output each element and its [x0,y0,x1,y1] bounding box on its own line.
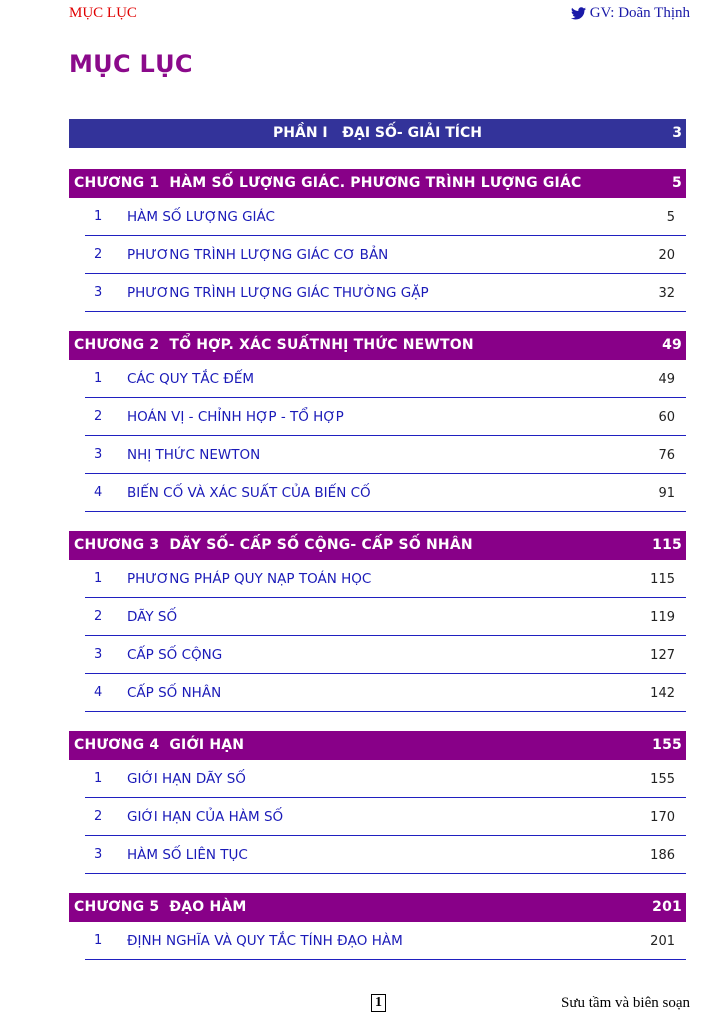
chapter-entry[interactable] [69,169,686,198]
chapter-title: ĐẠO HÀM [169,899,247,915]
running-header-left: MỤC LỤC [69,5,137,21]
part-entry[interactable] [69,119,686,148]
section-number: 1 [94,933,103,948]
section-page: 49 [658,372,675,387]
chapter-number: CHƯƠNG 4 [74,737,160,753]
part-label: PHẦN I ĐẠI SỐ- GIẢI TÍCH [273,125,482,141]
section-title: DÃY SỐ [127,609,178,625]
chapter-label [74,737,244,753]
section-page: 155 [650,772,675,787]
chapter-page: 5 [672,175,682,191]
section-entry[interactable] [85,474,686,512]
section-page: 142 [650,686,675,701]
section-number: 3 [94,447,103,462]
section-entry[interactable] [85,360,686,398]
section-number: 2 [94,409,103,424]
page-title: MỤC LỤC [69,50,193,78]
section-title: CẤP SỐ CỘNG [127,647,223,663]
chapter-label [74,899,247,915]
section-entry[interactable] [85,760,686,798]
section-entry[interactable] [85,798,686,836]
chapter-label [74,537,473,553]
section-number: 1 [94,771,103,786]
chapter-number: CHƯƠNG 2 [74,337,160,353]
section-page: 119 [650,610,675,625]
chapter-page: 49 [662,337,682,353]
section-page: 20 [658,248,675,263]
section-page: 5 [666,210,675,225]
section-entry[interactable] [85,236,686,274]
chapter-page: 201 [652,899,682,915]
chapter-title: HÀM SỐ LƯỢNG GIÁC. PHƯƠNG TRÌNH LƯỢNG GIÁC [169,175,582,191]
section-title: ĐỊNH NGHĨA VÀ QUY TẮC TÍNH ĐẠO HÀM [127,933,403,949]
table-of-contents [69,119,686,960]
section-number: 2 [94,247,103,262]
section-number: 4 [94,485,103,500]
section-number: 1 [94,209,103,224]
section-page: 32 [658,286,675,301]
section-page: 91 [658,486,675,501]
section-page: 170 [650,810,675,825]
chapter-entry[interactable] [69,531,686,560]
section-title: NHỊ THỨC NEWTON [127,447,261,463]
chapter-label [74,175,581,191]
chapter-label [74,337,474,353]
chapter-title: GIỚI HẠN [169,737,245,753]
section-entry[interactable] [85,836,686,874]
chapter-number: CHƯƠNG 3 [74,537,160,553]
chapter-entry[interactable] [69,893,686,922]
chapter-spacer [69,512,686,531]
author-label: GV: Doãn Thịnh [589,5,690,21]
chapter-list [69,169,686,960]
chapter-spacer [69,874,686,893]
chapter-number: CHƯƠNG 1 [74,175,160,191]
running-header-right [571,5,690,22]
footer-page-number: 1 [371,994,386,1012]
section-entry[interactable] [85,274,686,312]
section-entry[interactable] [85,398,686,436]
chapter-page: 155 [652,737,682,753]
chapter-entry[interactable] [69,731,686,760]
chapter-number: CHƯƠNG 5 [74,899,160,915]
section-number: 2 [94,809,103,824]
chapter-title: TỔ HỢP. XÁC SUẤTNHỊ THỨC NEWTON [169,337,474,353]
section-title: HÀM SỐ LƯỢNG GIÁC [127,209,275,225]
section-number: 1 [94,371,103,386]
section-page: 201 [650,934,675,949]
section-entry[interactable] [85,674,686,712]
section-title: CÁC QUY TẮC ĐẾM [127,371,255,387]
section-page: 76 [658,448,675,463]
section-title: PHƯƠNG PHÁP QUY NẠP TOÁN HỌC [127,571,372,587]
section-entry[interactable] [85,198,686,236]
section-page: 186 [650,848,675,863]
section-title: HOÁN VỊ - CHỈNH HỢP - TỔ HỢP [127,409,344,425]
chapter-entry[interactable] [69,331,686,360]
part-page: 3 [672,125,682,141]
section-number: 3 [94,285,103,300]
section-number: 2 [94,609,103,624]
section-title: GIỚI HẠN DÃY SỐ [127,771,246,787]
twitter-bird-icon [571,7,586,20]
section-entry[interactable] [85,560,686,598]
section-entry[interactable] [85,922,686,960]
section-title: CẤP SỐ NHÂN [127,685,222,701]
section-title: PHƯƠNG TRÌNH LƯỢNG GIÁC THƯỜNG GẶP [127,285,429,301]
section-title: BIẾN CỐ VÀ XÁC SUẤT CỦA BIẾN CỐ [127,485,371,501]
section-title: GIỚI HẠN CỦA HÀM SỐ [127,809,284,825]
chapter-title: DÃY SỐ- CẤP SỐ CỘNG- CẤP SỐ NHÂN [169,537,473,553]
section-number: 4 [94,685,103,700]
chapter-page: 115 [652,537,682,553]
chapter-spacer [69,712,686,731]
section-entry[interactable] [85,598,686,636]
footer-credit: Sưu tầm và biên soạn [561,995,690,1011]
section-page: 115 [650,572,675,587]
section-title: HÀM SỐ LIÊN TỤC [127,847,248,863]
section-number: 3 [94,847,103,862]
section-page: 127 [650,648,675,663]
chapter-spacer [69,312,686,331]
section-title: PHƯƠNG TRÌNH LƯỢNG GIÁC CƠ BẢN [127,247,389,263]
section-number: 1 [94,571,103,586]
section-page: 60 [658,410,675,425]
section-entry[interactable] [85,436,686,474]
section-number: 3 [94,647,103,662]
section-entry[interactable] [85,636,686,674]
